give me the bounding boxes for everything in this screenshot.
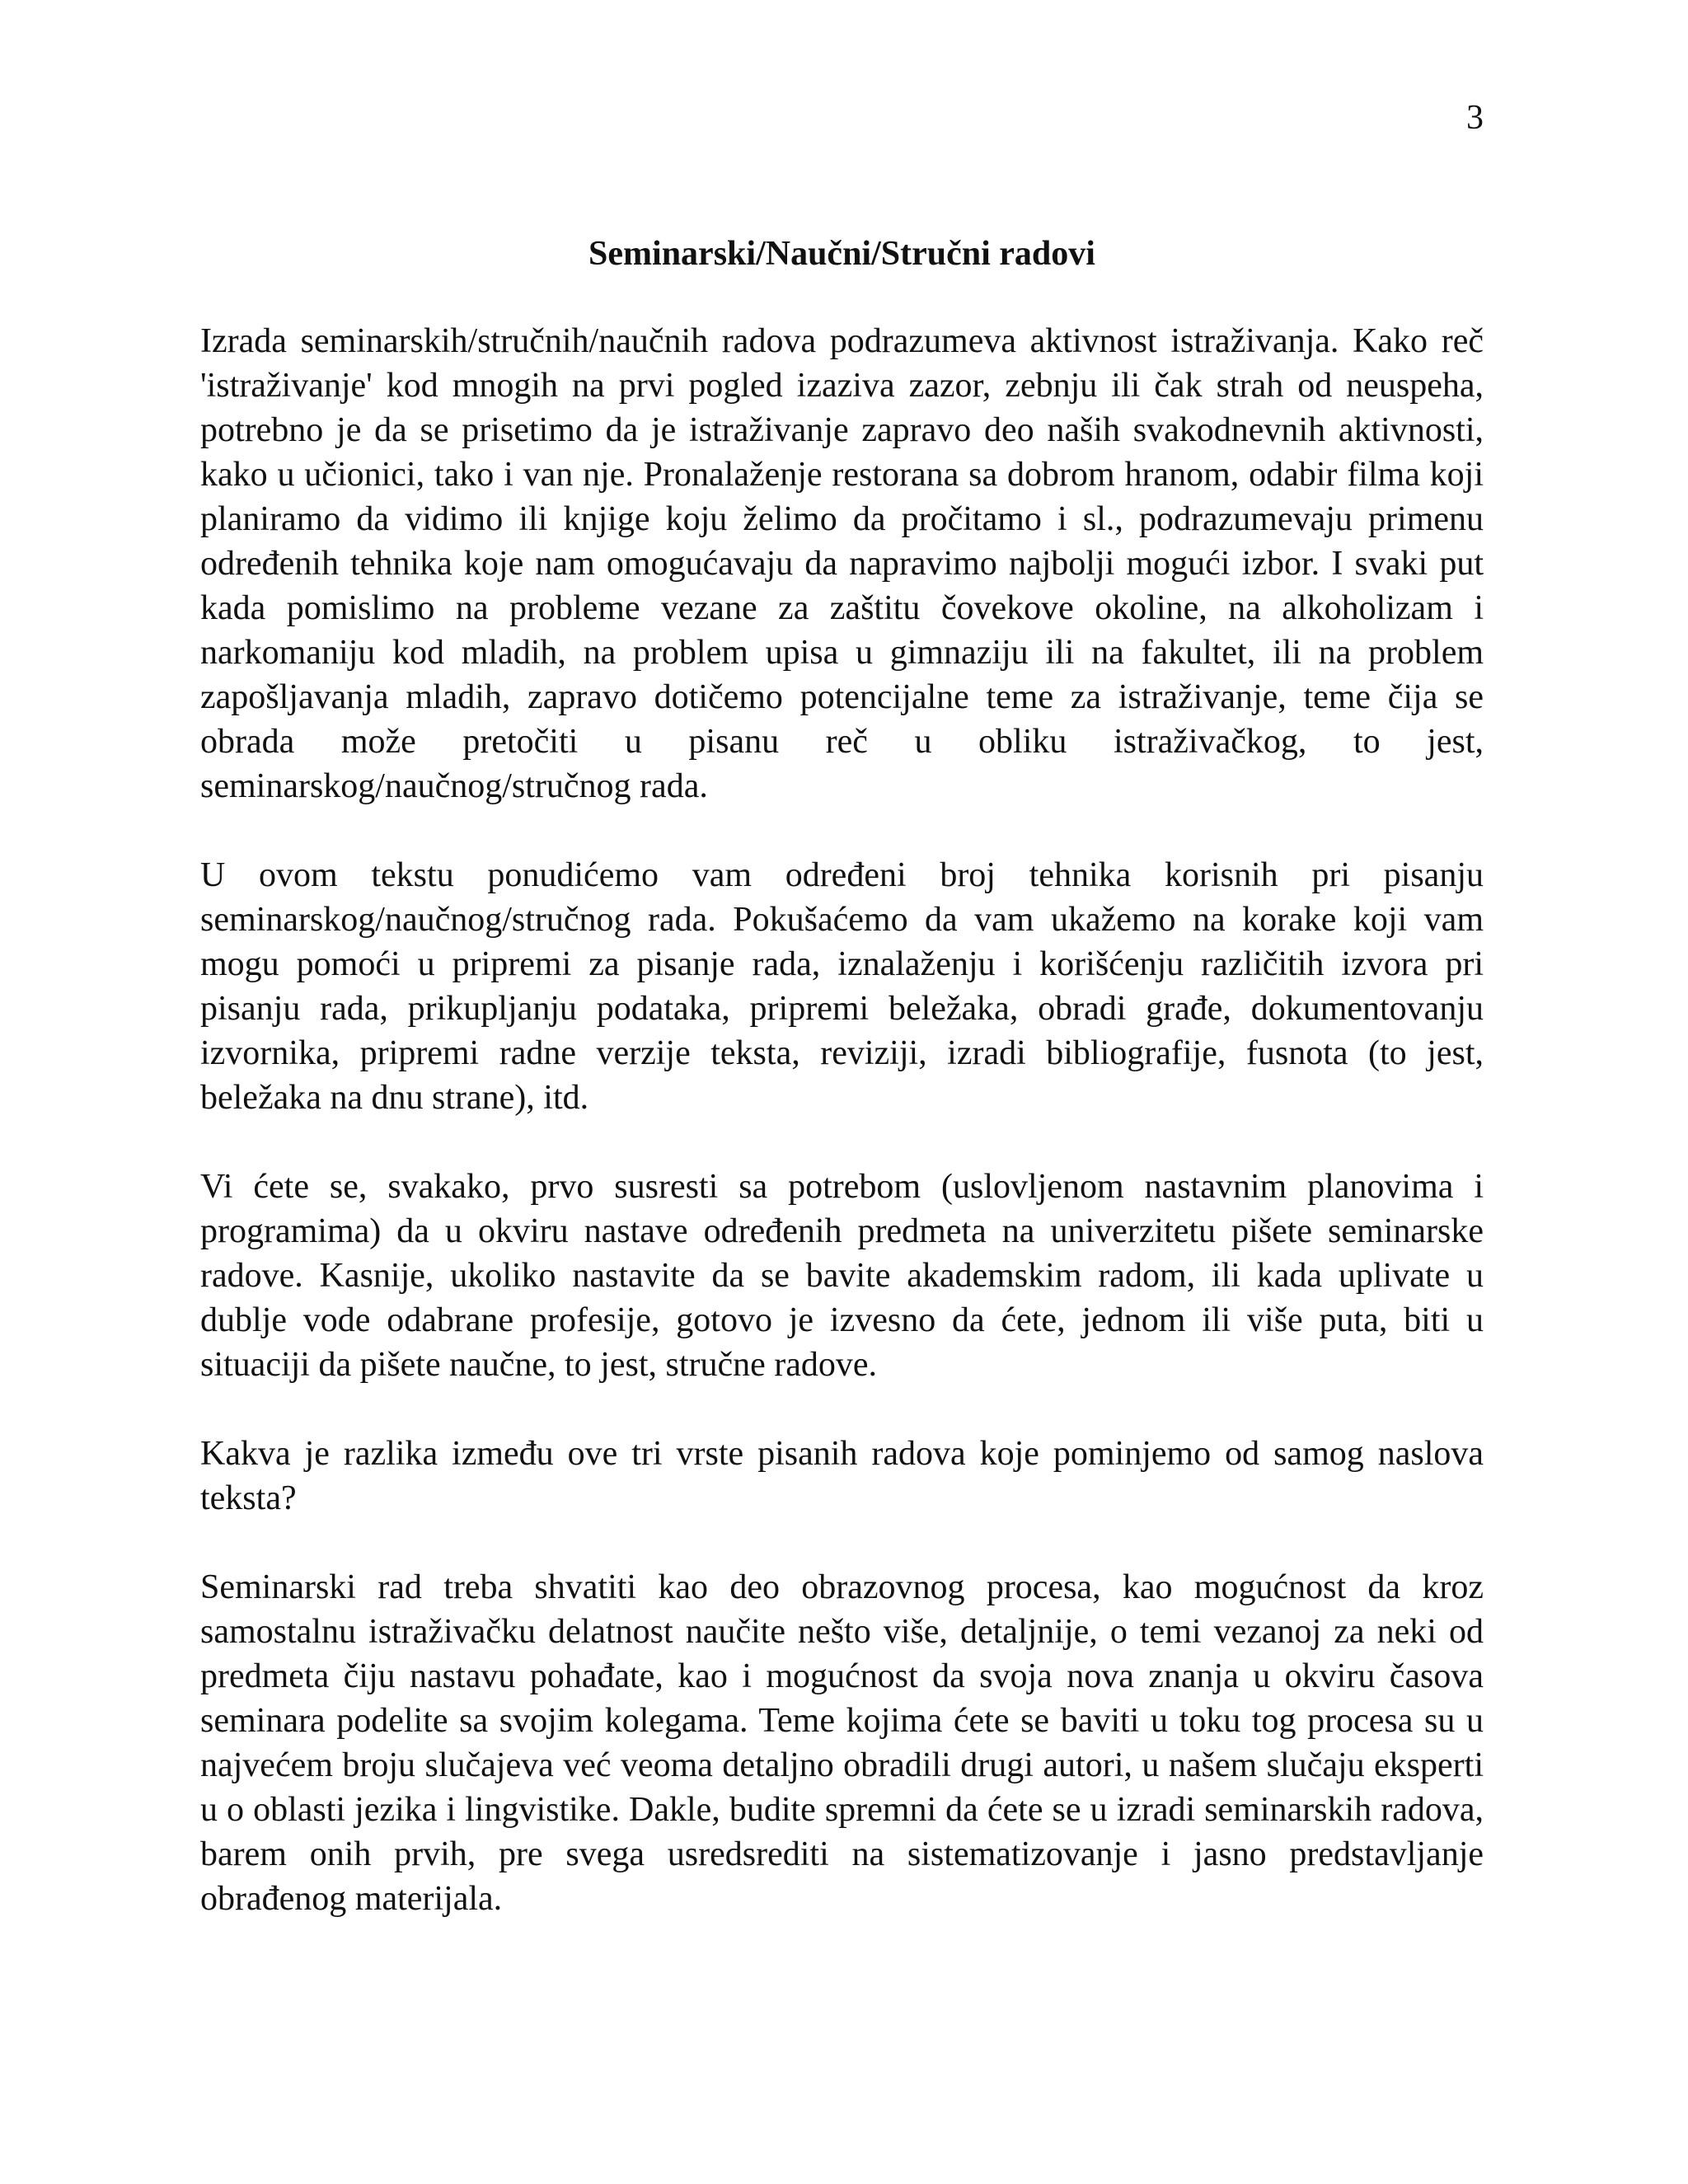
- paragraph-4: Kakva je razlika između ove tri vrste pisanih radova koje pominjemo od samog naslova teksta?: [200, 1435, 1484, 1517]
- paragraph-5: Seminarski rad treba shvatiti kao deo obrazovnog procesa, kao mogućnost da kroz samostalnu istraživačku delatnost naučite nešto više, detaljnije, o temi vezanoj za neki od predmeta čiju nastavu pohađate, kao i mogućnost da svoja nova znanja u okviru časova seminara podelite sa svojim kolegama. Teme kojima ćete se baviti u toku tog procesa su u najvećem broju slučajeva već veoma detaljno obradili drugi autori, u našem slučaju eksperti u o oblasti jezika i lingvistike. Dakle, budite spremni da ćete se u izradi seminarskih radova, barem onih prvih, pre svega usredsrediti na sistematizovanje i jasno predstavljanje obrađenog materijala.: [200, 1568, 1484, 1918]
- paragraph-1: Izrada seminarskih/stručnih/naučnih radova podrazumeva aktivnost istraživanja. Kako reč 'istraživanje' kod mnogih na prvi pogled izaziva zazor, zebnju ili čak strah od neuspeha, potrebno je da se prisetimo da je istraživanje zapravo deo naših svakodnevnih aktivnosti, kako u učionici, tako i van nje. Pronalaženje restorana sa dobrom hranom, odabir filma koji planiramo da vidimo ili knjige koju želimo da pročitamo i sl., podrazumevaju primenu određenih tehnika koje nam omogućavaju da napravimo najbolji mogući izbor. I svaki put kada pomislimo na probleme vezane za zaštitu čovekove okoline, na alkoholizam i narkomaniju kod mladih, na problem upisa u gimnaziju ili na fakultet, ili na problem zapošljavanja mladih, zapravo dotičemo potencijalne teme za istraživanje, teme čija se obrada može pretočiti u pisanu reč u obliku istraživačkog, to jest, seminarskog/naučnog/stručnog rada.: [200, 322, 1484, 805]
- document-title: Seminarski/Naučni/Stručni radovi: [588, 235, 1095, 273]
- page-number: 3: [1466, 99, 1484, 137]
- paragraph-3: Vi ćete se, svakako, prvo susresti sa potrebom (uslovljenom nastavnim planovima i programima) da u okviru nastave određenih predmeta na univerzitetu pišete seminarske radove. Kasnije, ukoliko nastavite da se bavite akademskim radom, ili kada uplivate u dublje vode odabrane profesije, gotovo je izvesno da ćete, jednom ili više puta, biti u situaciji da pišete naučne, to jest, stručne radove.: [200, 1168, 1484, 1384]
- document-body: [200, 319, 1484, 1921]
- paragraph-2: U ovom tekstu ponudićemo vam određeni broj tehnika korisnih pri pisanju seminarskog/naučnog/stručnog rada. Pokušaćemo da vam ukažemo na korake koji vam mogu pomoći u pripremi za pisanje rada, iznalaženju i korišćenju različitih izvora pri pisanju rada, prikupljanju podataka, pripremi beležaka, obradi građe, dokumentovanju izvornika, pripremi radne verzije teksta, reviziji, izradi bibliografije, fusnota (to jest, beležaka na dnu strane), itd.: [200, 856, 1484, 1117]
